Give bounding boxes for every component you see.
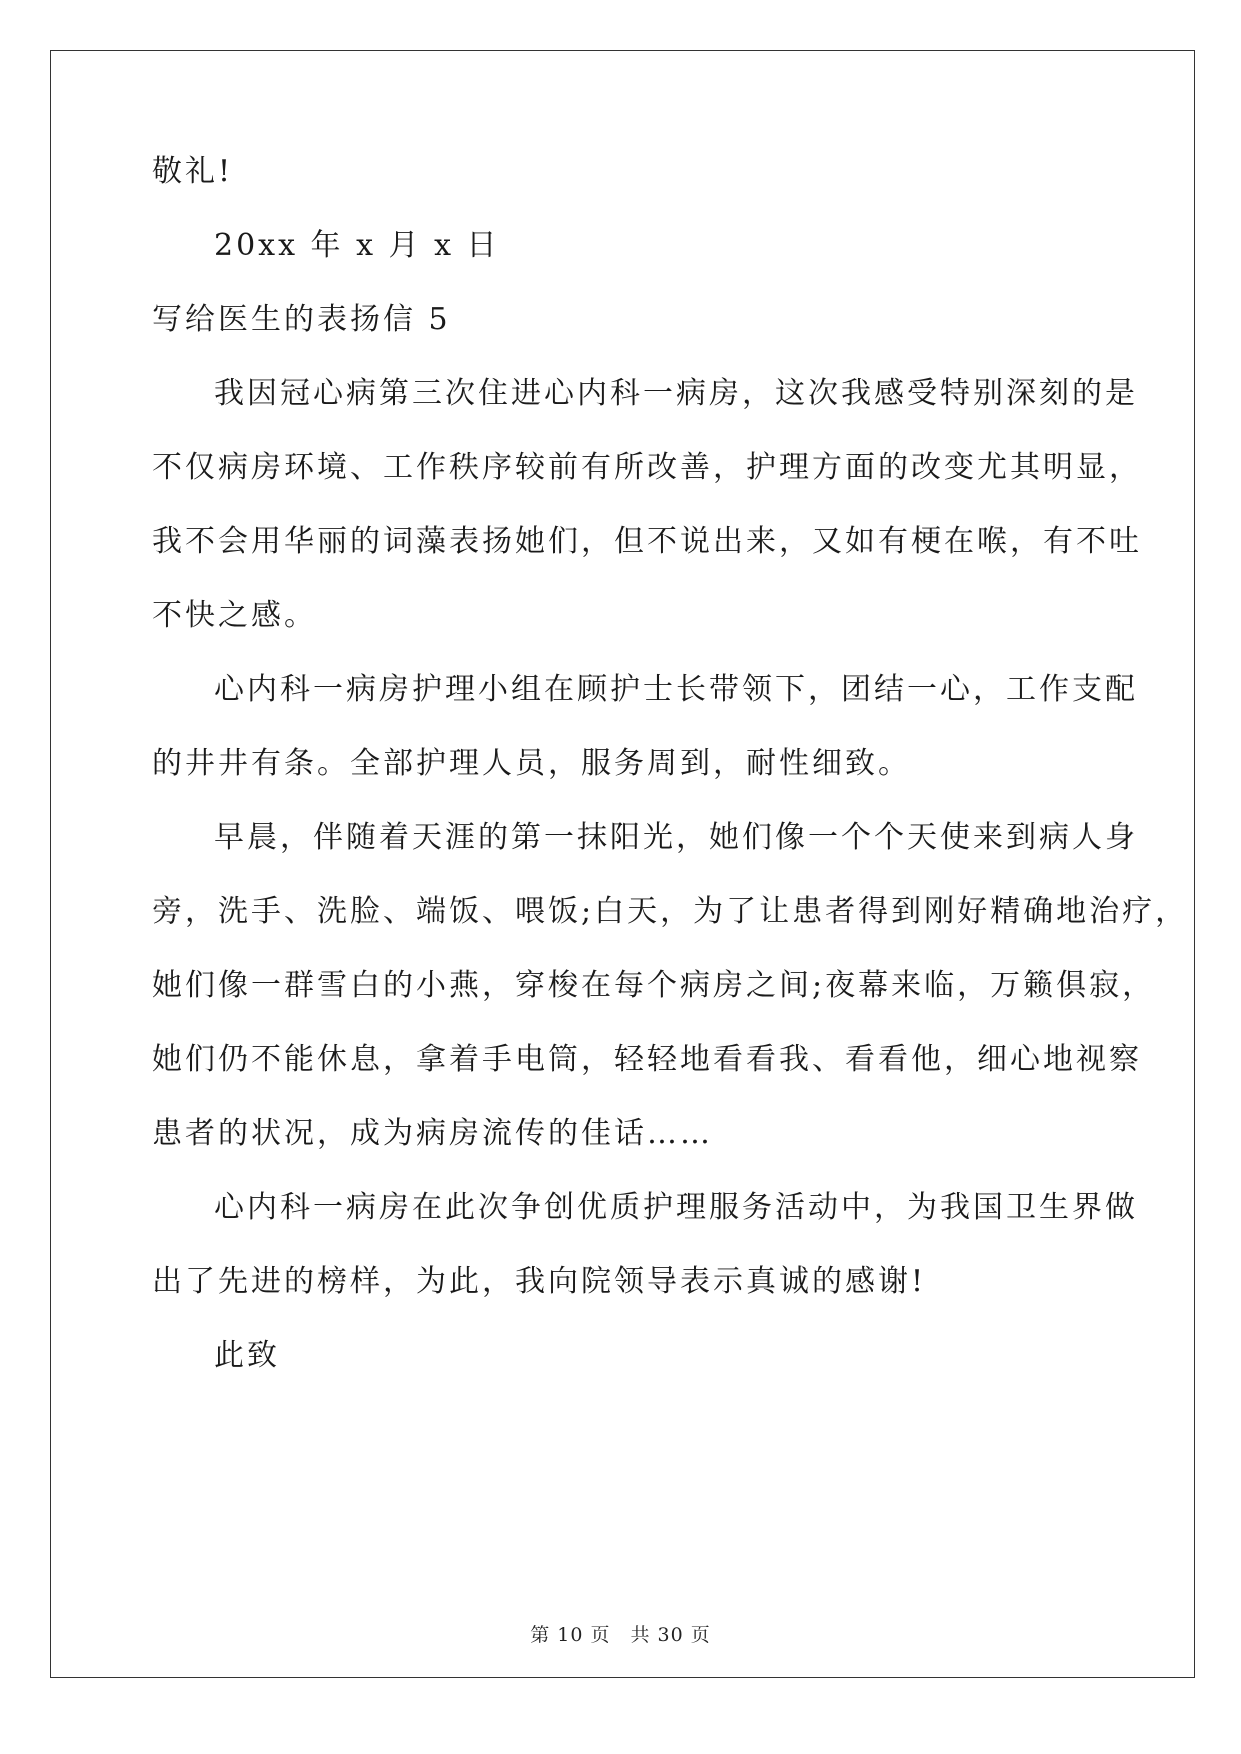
letter-title: 写给医生的表扬信 5 [152,302,451,337]
paragraph-line: 的井井有条。全部护理人员，服务周到，耐性细致。 [152,746,911,781]
paragraph-line: 出了先进的榜样，为此，我向院领导表示真诚的感谢! [152,1264,927,1299]
date-line: 20xx 年 x 月 x 日 [214,228,500,263]
paragraph-line: 心内科一病房在此次争创优质护理服务活动中，为我国卫生界做 [214,1190,1138,1225]
closing-phrase: 此致 [214,1338,280,1373]
closing-salutation: 敬礼! [152,154,234,189]
paragraph-line: 旁，洗手、洗脸、端饭、喂饭;白天，为了让患者得到刚好精确地治疗， [152,894,1189,929]
paragraph-line: 我因冠心病第三次住进心内科一病房，这次我感受特别深刻的是 [214,376,1138,411]
paragraph-line: 患者的状况，成为病房流传的佳话…… [152,1116,713,1151]
paragraph-line: 早晨，伴随着天涯的第一抹阳光，她们像一个个天使来到病人身 [214,820,1138,855]
paragraph-line: 她们像一群雪白的小燕，穿梭在每个病房之间;夜幕来临，万籁俱寂， [152,968,1156,1003]
paragraph-line: 她们仍不能休息，拿着手电筒，轻轻地看看我、看看他，细心地视察 [152,1042,1142,1077]
paragraph-line: 不仅病房环境、工作秩序较前有所改善，护理方面的改变尤其明显， [152,450,1142,485]
paragraph-line: 心内科一病房护理小组在顾护士长带领下，团结一心，工作支配 [214,672,1138,707]
paragraph-line: 我不会用华丽的词藻表扬她们，但不说出来，又如有梗在喉，有不吐 [152,524,1142,559]
page-number-footer: 第 10 页 共 30 页 [530,1624,711,1646]
paragraph-line: 不快之感。 [152,598,317,633]
page-border [50,50,1195,1678]
